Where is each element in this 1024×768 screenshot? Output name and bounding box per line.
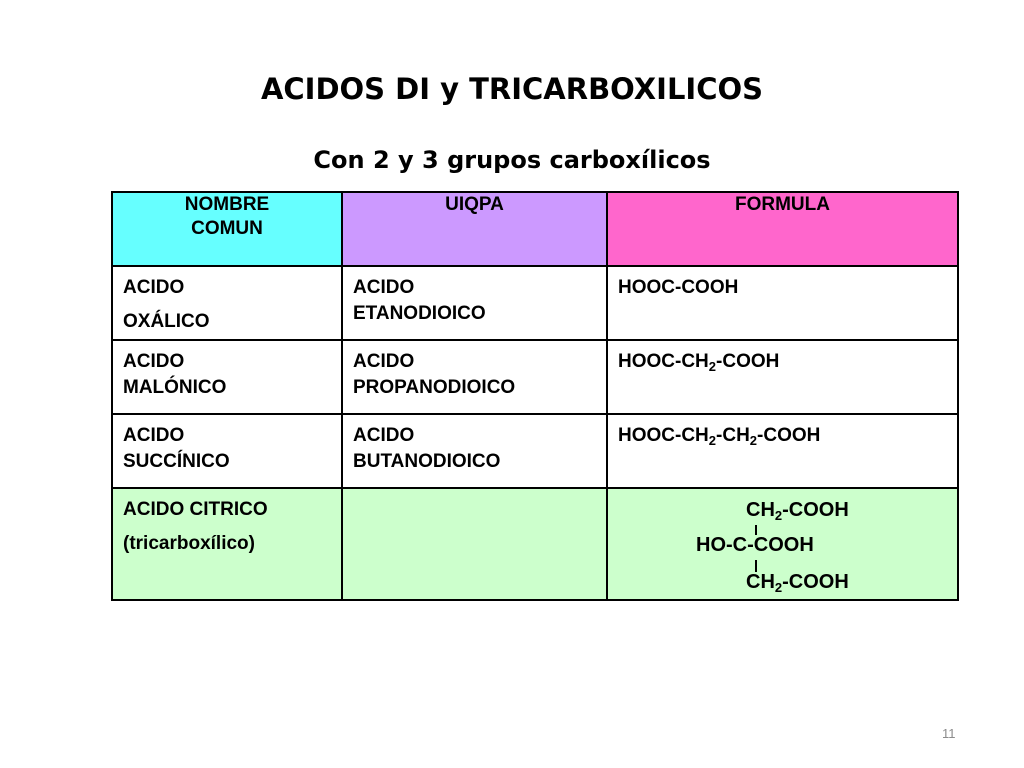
header-nombre-line1: NOMBRE [184, 194, 270, 215]
nombre-line2: OXÁLICO [123, 311, 210, 332]
uiqpa-line2: PROPANODIOICO [353, 377, 516, 398]
cell-uiqpa [342, 266, 607, 340]
nombre-line1: ACIDO [123, 277, 185, 298]
cell-nombre [112, 340, 342, 414]
header-nombre-comun [112, 192, 342, 266]
nombre-line1: ACIDO [123, 425, 185, 446]
header-uiqpa [342, 192, 607, 266]
cell-uiqpa [342, 414, 607, 488]
uiqpa-line1: ACIDO [353, 277, 415, 298]
table-row [112, 266, 958, 340]
nombre-line1: ACIDO [123, 351, 185, 372]
nombre-line1: ACIDO CITRICO [123, 499, 268, 520]
uiqpa-line1: ACIDO [353, 425, 415, 446]
header-uiqpa-label: UIQPA [445, 194, 504, 215]
table-header-row [112, 192, 958, 266]
uiqpa-line2: BUTANODIOICO [353, 451, 501, 472]
cell-nombre [112, 414, 342, 488]
cell-uiqpa [342, 340, 607, 414]
formula-text: HOOC-COOH [618, 277, 739, 298]
uiqpa-line2: ETANODIOICO [353, 303, 486, 324]
citric-structural-formula [608, 489, 957, 599]
cell-uiqpa-empty [342, 488, 607, 600]
nombre-line2: SUCCÍNICO [123, 451, 230, 472]
cell-formula [607, 340, 958, 414]
cell-formula [607, 266, 958, 340]
cell-formula-citric [607, 488, 958, 600]
page-number: 11 [942, 726, 956, 741]
formula-text: HOOC-$CH_2-CH_2$-COOH [618, 425, 821, 448]
slide-title: ACIDOS DI y TRICARBOXILICOS [260, 72, 764, 106]
header-nombre-line2: COMUN [191, 218, 263, 239]
nombre-line2: (tricarboxílico) [123, 533, 255, 554]
uiqpa-line1: ACIDO [353, 351, 415, 372]
table-row-citric [112, 488, 958, 600]
nombre-line2: MALÓNICO [123, 377, 227, 398]
header-formula [607, 192, 958, 266]
header-formula-label: FORMULA [735, 194, 830, 215]
cell-formula [607, 414, 958, 488]
acids-table [111, 191, 959, 601]
formula-text: HOOC-$CH_2$-COOH [618, 351, 780, 374]
cell-nombre [112, 488, 342, 600]
table-row [112, 340, 958, 414]
formula-line2: HO-C-COOH [696, 534, 814, 556]
cell-nombre [112, 266, 342, 340]
formula-line3: $CH_2$-COOH [746, 571, 849, 595]
slide-subtitle: Con 2 y 3 grupos carboxílicos [313, 146, 711, 174]
formula-line1: $CH_2$-COOH [746, 499, 849, 523]
table-row [112, 414, 958, 488]
